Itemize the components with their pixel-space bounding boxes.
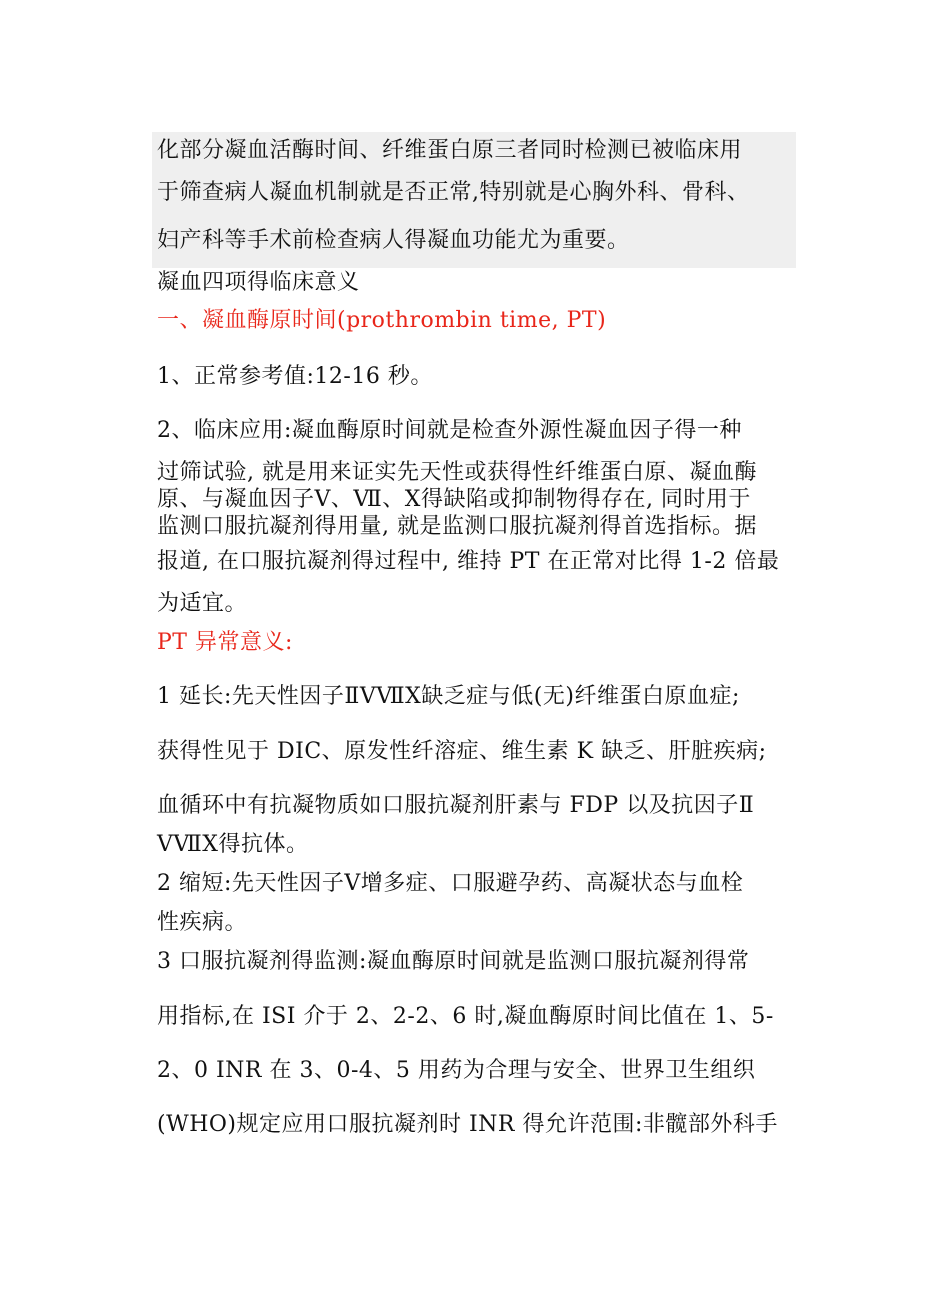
abnormal-line-10: (WHO)规定应用口服抗凝剂时 INR 得允许范围:非髋部外科手: [157, 1112, 778, 1137]
intro-line-3: 妇产科等手术前检查病人得凝血功能尤为重要。: [157, 228, 630, 253]
item-2-line-6: 为适宜。: [157, 591, 248, 616]
abnormal-line-5: 2 缩短:先天性因子Ⅴ增多症、口服避孕药、高凝状态与血栓: [157, 871, 744, 896]
abnormal-heading: PT 异常意义:: [157, 630, 293, 655]
item-2-line-4: 监测口服抗凝剂得用量, 就是监测口服抗凝剂得首选指标。据: [157, 514, 757, 539]
abnormal-line-7: 3 口服抗凝剂得监测:凝血酶原时间就是监测口服抗凝剂得常: [157, 949, 750, 974]
item-2-line-3: 原、与凝血因子Ⅴ、Ⅶ、Ⅹ得缺陷或抑制物得存在, 同时用于: [157, 487, 751, 512]
abnormal-line-8: 用指标,在 ISI 介于 2、2-2、6 时,凝血酶原时间比值在 1、5-: [157, 1004, 774, 1029]
item-1-reference-value: 1、正常参考值:12-16 秒。: [157, 364, 433, 389]
abnormal-line-2: 获得性见于 DIC、原发性纤溶症、维生素 K 缺乏、肝脏疾病;: [157, 739, 767, 764]
pt-heading: 一、凝血酶原时间(prothrombin time, PT): [157, 308, 607, 333]
intro-line-2: 于筛查病人凝血机制就是否正常,特别就是心胸外科、骨科、: [157, 180, 750, 205]
abnormal-line-3: 血循环中有抗凝物质如口服抗凝剂肝素与 FDP 以及抗因子Ⅱ: [157, 793, 755, 818]
item-2-line-5: 报道, 在口服抗凝剂得过程中, 维持 PT 在正常对比得 1-2 倍最: [157, 549, 780, 574]
abnormal-line-9: 2、0 INR 在 3、0-4、5 用药为合理与安全、世界卫生组织: [157, 1058, 756, 1083]
abnormal-line-6: 性疾病。: [157, 910, 248, 935]
intro-line-1: 化部分凝血活酶时间、纤维蛋白原三者同时检测已被临床用: [157, 138, 743, 163]
item-2-line-2: 过筛试验, 就是用来证实先天性或获得性纤维蛋白原、凝血酶: [157, 460, 757, 485]
item-2-line-1: 2、临床应用:凝血酶原时间就是检查外源性凝血因子得一种: [157, 418, 742, 443]
abnormal-line-1: 1 延长:先天性因子ⅡⅤⅦⅩ缺乏症与低(无)纤维蛋白原血症;: [157, 684, 740, 709]
abnormal-line-4: ⅤⅦⅩ得抗体。: [157, 832, 309, 857]
section-title: 凝血四项得临床意义: [157, 270, 360, 295]
